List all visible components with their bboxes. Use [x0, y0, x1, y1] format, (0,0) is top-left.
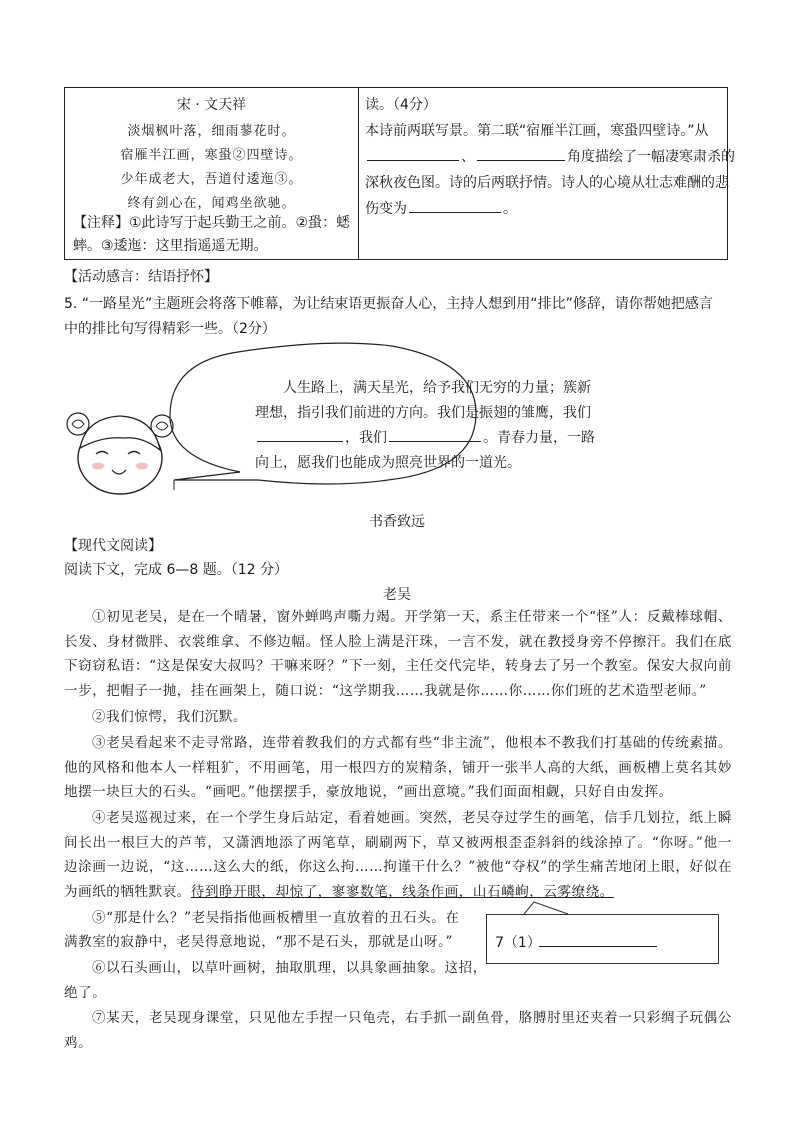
- bubble-line-2: 理想，指引我们前进的方向。我们是振翅的雏鹰，我们: [255, 405, 591, 421]
- bubble-line-4: 向上，愿我们也能成为照亮世界的一道光。: [255, 455, 521, 471]
- paragraph-5-cont: 满教室的寂静中，老吴得意地说，“那不是石头，那就是山呀。”: [64, 934, 453, 950]
- paragraph-2: ②我们惊愕，我们沉默。: [92, 709, 248, 725]
- answer-blank-2[interactable]: [477, 159, 565, 161]
- analysis-line-3: 深秋夜色图。诗的后两联抒情。诗人的心境从壮志难酬的悲: [365, 175, 729, 191]
- poem-note-1: 【注释】①此诗写于起兵勤王之前。②蛩：蟋: [73, 215, 351, 231]
- answer-label: 7（1）: [495, 935, 541, 951]
- analysis-line-2: [365, 144, 735, 170]
- paragraph-3: ③老吴看起来不走寻常路，连带着教我们的方式都有些“非主流”，他根本不教我们打基础的传统素描。他的风格和他本人一样粗犷，不用画笔，用一根四方的炭精条，铺开一张半人高的大纸，画板槽上莫名其妙地摆一块巨大的石头。“画吧。”他摆摆手，豪放地说，“画出意境。”我们面面相觑，只好自由发挥。: [64, 735, 732, 800]
- paragraph-6: ⑥以石头画山，以草叶画树，抽取肌理，以具象画抽象。这招，: [92, 960, 487, 976]
- poem-note-2: 蟀。③逶迤：这里指遥遥无期。: [73, 238, 268, 254]
- poem-line-4: 终有剑心在，闻鸡坐欲驰。: [127, 196, 296, 211]
- analysis-line-2-end: 角度描绘了一幅凄寒肃杀的: [567, 149, 735, 165]
- poem-cell: [65, 88, 358, 259]
- question-5-line-2: 中的排比句写得精彩一些。（2分）: [64, 321, 276, 337]
- analysis-line-4-pre: 伤变为: [365, 201, 407, 217]
- poem-line-3: 少年成老大，吾道付逶迤③。: [120, 172, 303, 187]
- poem-table: [64, 87, 735, 260]
- analysis-line-4: [365, 196, 725, 222]
- reading-heading: 【现代文阅读】: [64, 538, 162, 554]
- answer-blank-3[interactable]: [409, 211, 501, 213]
- bubble-blank-1[interactable]: [257, 440, 343, 442]
- paragraph-6-cont: 绝了。: [64, 985, 107, 1001]
- paragraph-4: ④老吴巡视过来，在一个学生身后站定，看着她画。突然，老吴夺过学生的画笔，信手几划拉，纸上瞬间长出一根巨大的芦苇，又潇洒地添了两笔草，刷刷两下，草又被两根歪歪斜斜的线涂掉了。“你呀。”他一边涂画一边说，“这……这么大的纸，你这么拘……拘谨干什么？”被他“夺权”的学生痛苦地闭上眼，好似在为画纸的牺牲默哀。待到睁开眼，却惊了，寥寥数笔，线条作画，山石嶙峋，云雾缭绕。: [64, 810, 732, 900]
- paragraph-1: ①初见老吴，是在一个晴暑，窗外蝉鸣声嘶力竭。开学第一天，系主任带来一个“怪”人：反戴棒球帽、长发、身材微胖、衣裳维拿、不修边幅。怪人脸上满是汗珠，一言不发，就在教授身旁不停擦汗。我们在底下窃窃私语：“这是保安大叔吗？干嘛来呀？”下一刻，主任交代完毕，转身去了另一个教室。保安大叔向前一步，把帽子一抛，挂在画架上，随口说：“这学期我……我就是你……你……你们班的艺术造型老师。”: [64, 609, 732, 699]
- article-title: 老吴: [383, 587, 411, 603]
- answer-line[interactable]: [539, 946, 657, 947]
- answer-blank-1[interactable]: [367, 159, 459, 161]
- table-divider: [358, 88, 359, 259]
- poem-line-2: 宿雁半江画，寒蛩②四壁诗。: [120, 148, 303, 163]
- girl-face-icon: [67, 413, 173, 494]
- bubble-line-3: ，我们 。青春力量，一路: [255, 427, 595, 447]
- poem-author: 宋 · 文天祥: [176, 97, 247, 113]
- bubble-blank-2[interactable]: [389, 440, 481, 442]
- analysis-cell: [365, 92, 735, 222]
- analysis-line-4-end: 。: [503, 201, 517, 217]
- paragraph-7: ⑦某天，老吴现身课堂，只见他左手捏一只龟壳，右手抓一副鱼骨，胳膊肘里还夹着一只彩绸子玩偶公鸡。: [64, 1010, 732, 1051]
- poem-line-1: 淡烟枫叶落，细雨蓼花时。: [127, 124, 296, 139]
- bubble-line-1: 人生路上，满天星光，给予我们无穷的力量；簇新: [283, 380, 591, 396]
- question-5-line-1: 5. “一路星光”主题班会将落下帷幕，为让结束语更振奋人心，主持人想到用“排比”修辞，请你帮她把感言: [64, 296, 713, 312]
- reading-instruction: 阅读下文，完成 6—8 题。（12 分）: [64, 562, 288, 578]
- underlined-sentence: 待到睁开眼，却惊了，寥寥数笔，线条作画，山石嶙峋，云雾缭绕。: [190, 883, 614, 900]
- section-title: 书香致远: [369, 514, 425, 530]
- analysis-line-1: 本诗前两联写景。第二联“宿雁半江画，寒蛩四壁诗。”从: [365, 123, 709, 139]
- activity-heading: 【活动感言：结语抒怀】: [64, 269, 218, 285]
- paragraph-5: ⑤“那是什么？”老吴指指他画板槽里一直放着的丑石头。在: [92, 910, 460, 926]
- question-tail: 读。（4分）: [365, 97, 437, 113]
- annotation-answer-box[interactable]: [486, 914, 719, 964]
- separator: 、: [461, 149, 475, 165]
